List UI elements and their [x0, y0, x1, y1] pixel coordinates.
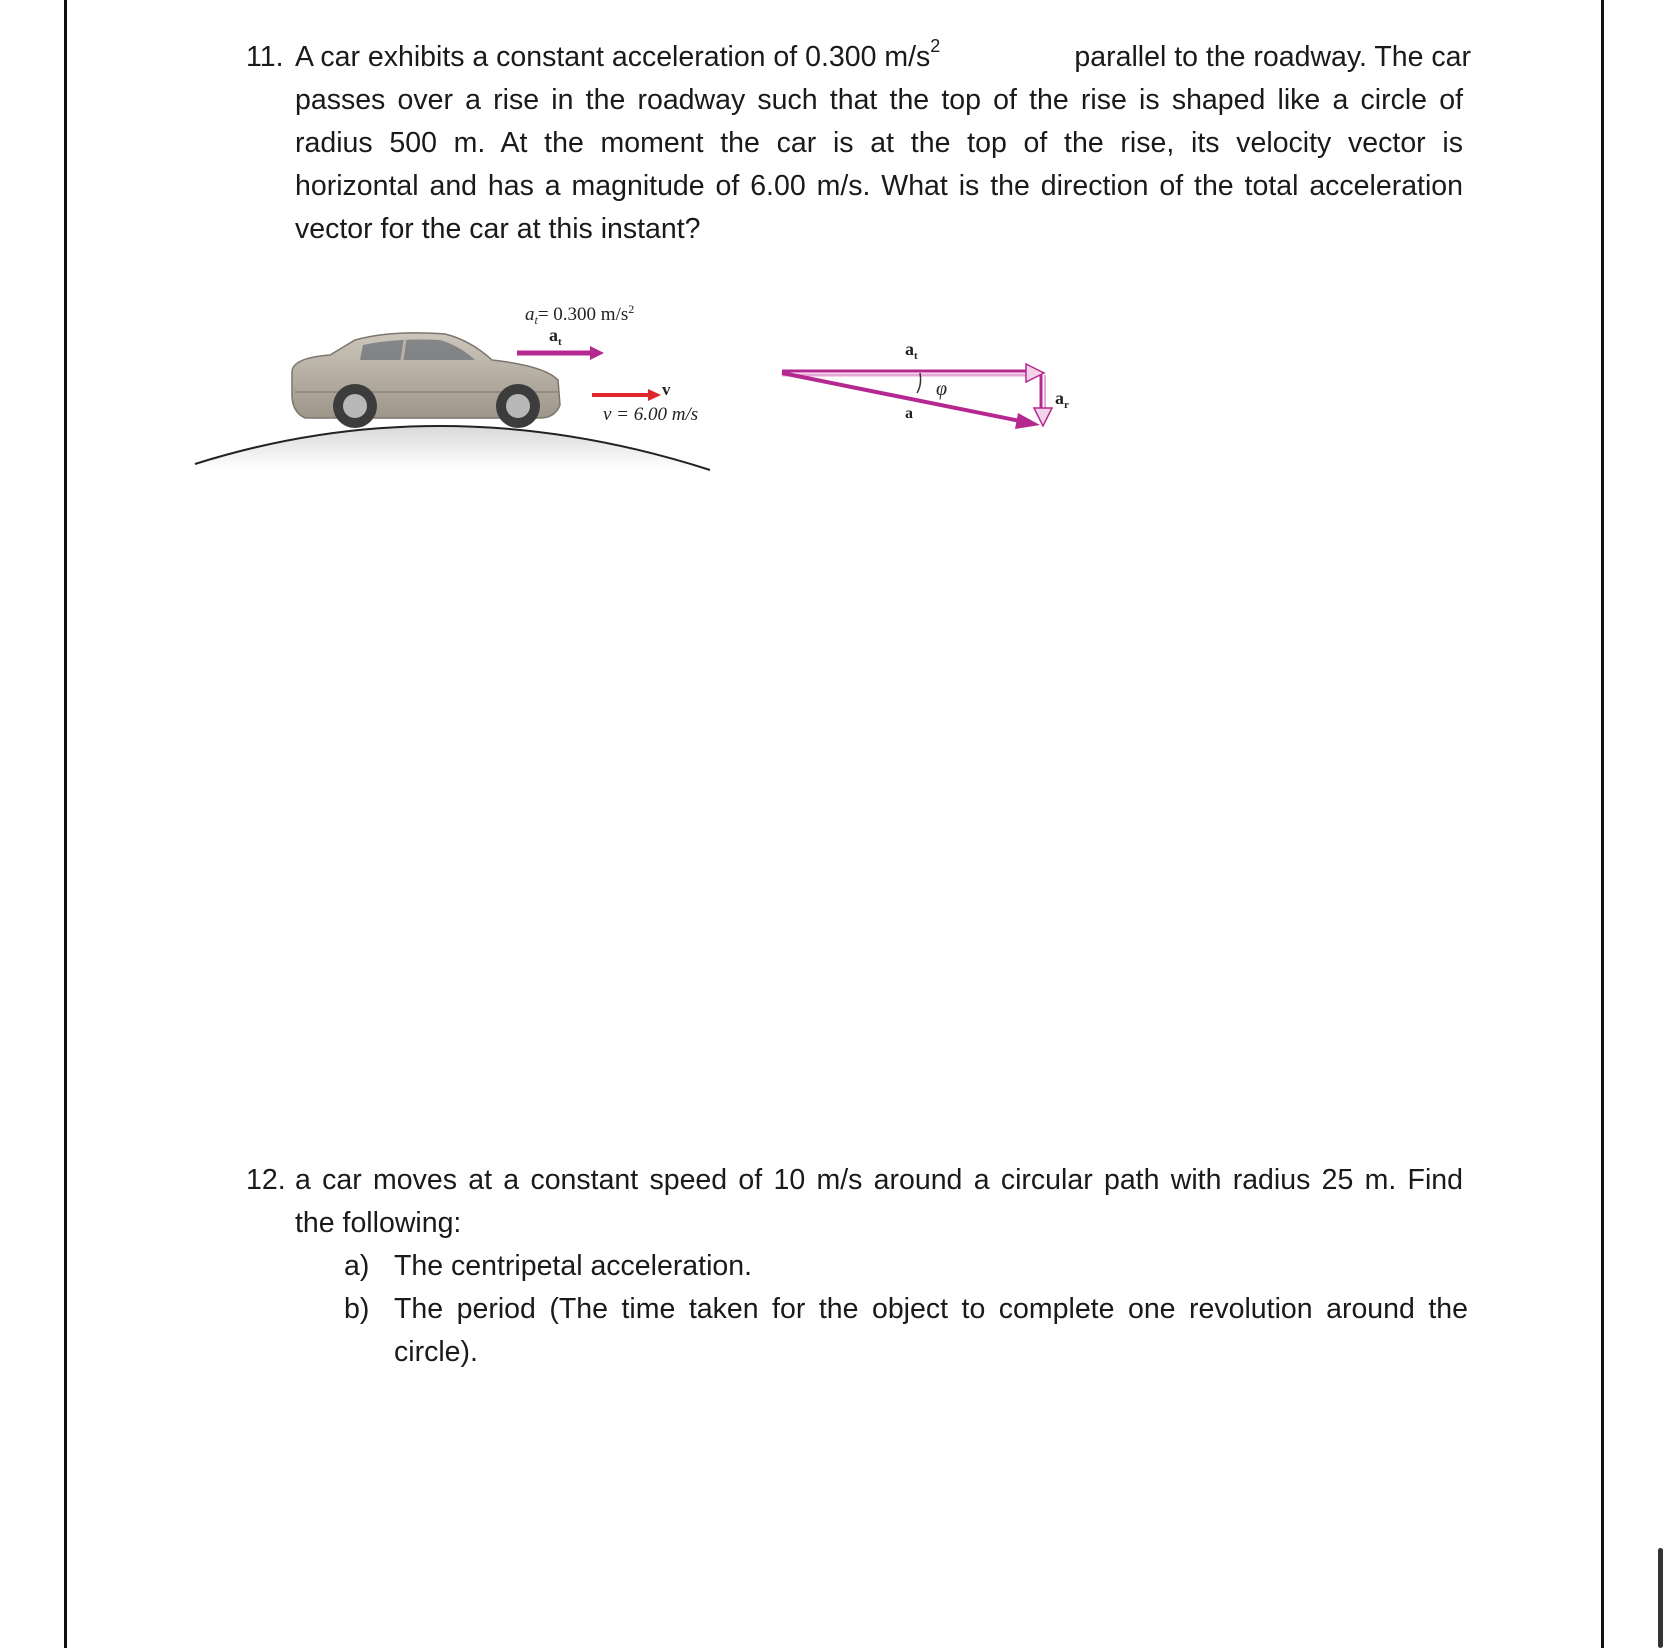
question-11-line-2: passes over a rise in the roadway such that the top of the rise is shaped like a circle of: [295, 84, 1463, 116]
diagram-phi-label: φ: [936, 378, 948, 400]
question-12-line-1: a car moves at a constant speed of 10 m/s around a circular path with radius 25 m. Find: [295, 1164, 1463, 1196]
question-11-line-5: vector for the car at this instant?: [295, 213, 701, 245]
velocity-vector-label: v: [662, 380, 671, 399]
question-12-item-b-marker: b): [344, 1293, 370, 1325]
question-11-number: 11.: [246, 41, 284, 73]
diagram-tangential-label: $a_t$: [905, 339, 918, 362]
diagram-total-label: a: [905, 405, 913, 422]
acceleration-vector-diagram: [782, 339, 1069, 429]
question-12-line-2: the following:: [295, 1207, 462, 1239]
velocity-value-label: v = 6.00 m/s: [603, 404, 699, 425]
scrollbar-thumb[interactable]: [1658, 1548, 1663, 1648]
question-11-line-1-sup: 2: [930, 36, 941, 56]
tangential-acceleration-value-label: $a_t= 0.300$ $m/s^2$: [525, 302, 635, 327]
question-11-line-1-text: A car exhibits a constant acceleration of 0.300 m/s: [295, 41, 931, 73]
diagram-total-vector: [782, 373, 1025, 422]
velocity-arrowhead: [648, 389, 661, 401]
question-11-line-1-tail: parallel to the roadway. The car: [1074, 41, 1471, 73]
question-12-item-a-marker: a): [344, 1250, 370, 1282]
tangential-acceleration-vector-label: $a_t$: [549, 325, 562, 348]
question-12-number: 12.: [246, 1164, 286, 1196]
tangential-acceleration-arrowhead: [590, 346, 604, 360]
question-11-line-3: radius 500 m. At the moment the car is at the top of the rise, its velocity vector is: [295, 127, 1463, 159]
question-11-figure: [0, 0, 1668, 500]
question-12-item-a-text: The centripetal acceleration.: [394, 1250, 753, 1282]
diagram-radial-label: $a_r$: [1055, 388, 1069, 411]
car-illustration: [292, 333, 560, 428]
question-12-item-b-line-1: The period (The time taken for the object to complete one revolution around the: [394, 1293, 1468, 1325]
question-12-item-b-line-2: circle).: [394, 1336, 478, 1368]
diagram-total-arrowhead: [1015, 413, 1040, 429]
question-11-line-4: horizontal and has a magnitude of 6.00 m/s. What is the direction of the total acceleration: [295, 170, 1463, 202]
